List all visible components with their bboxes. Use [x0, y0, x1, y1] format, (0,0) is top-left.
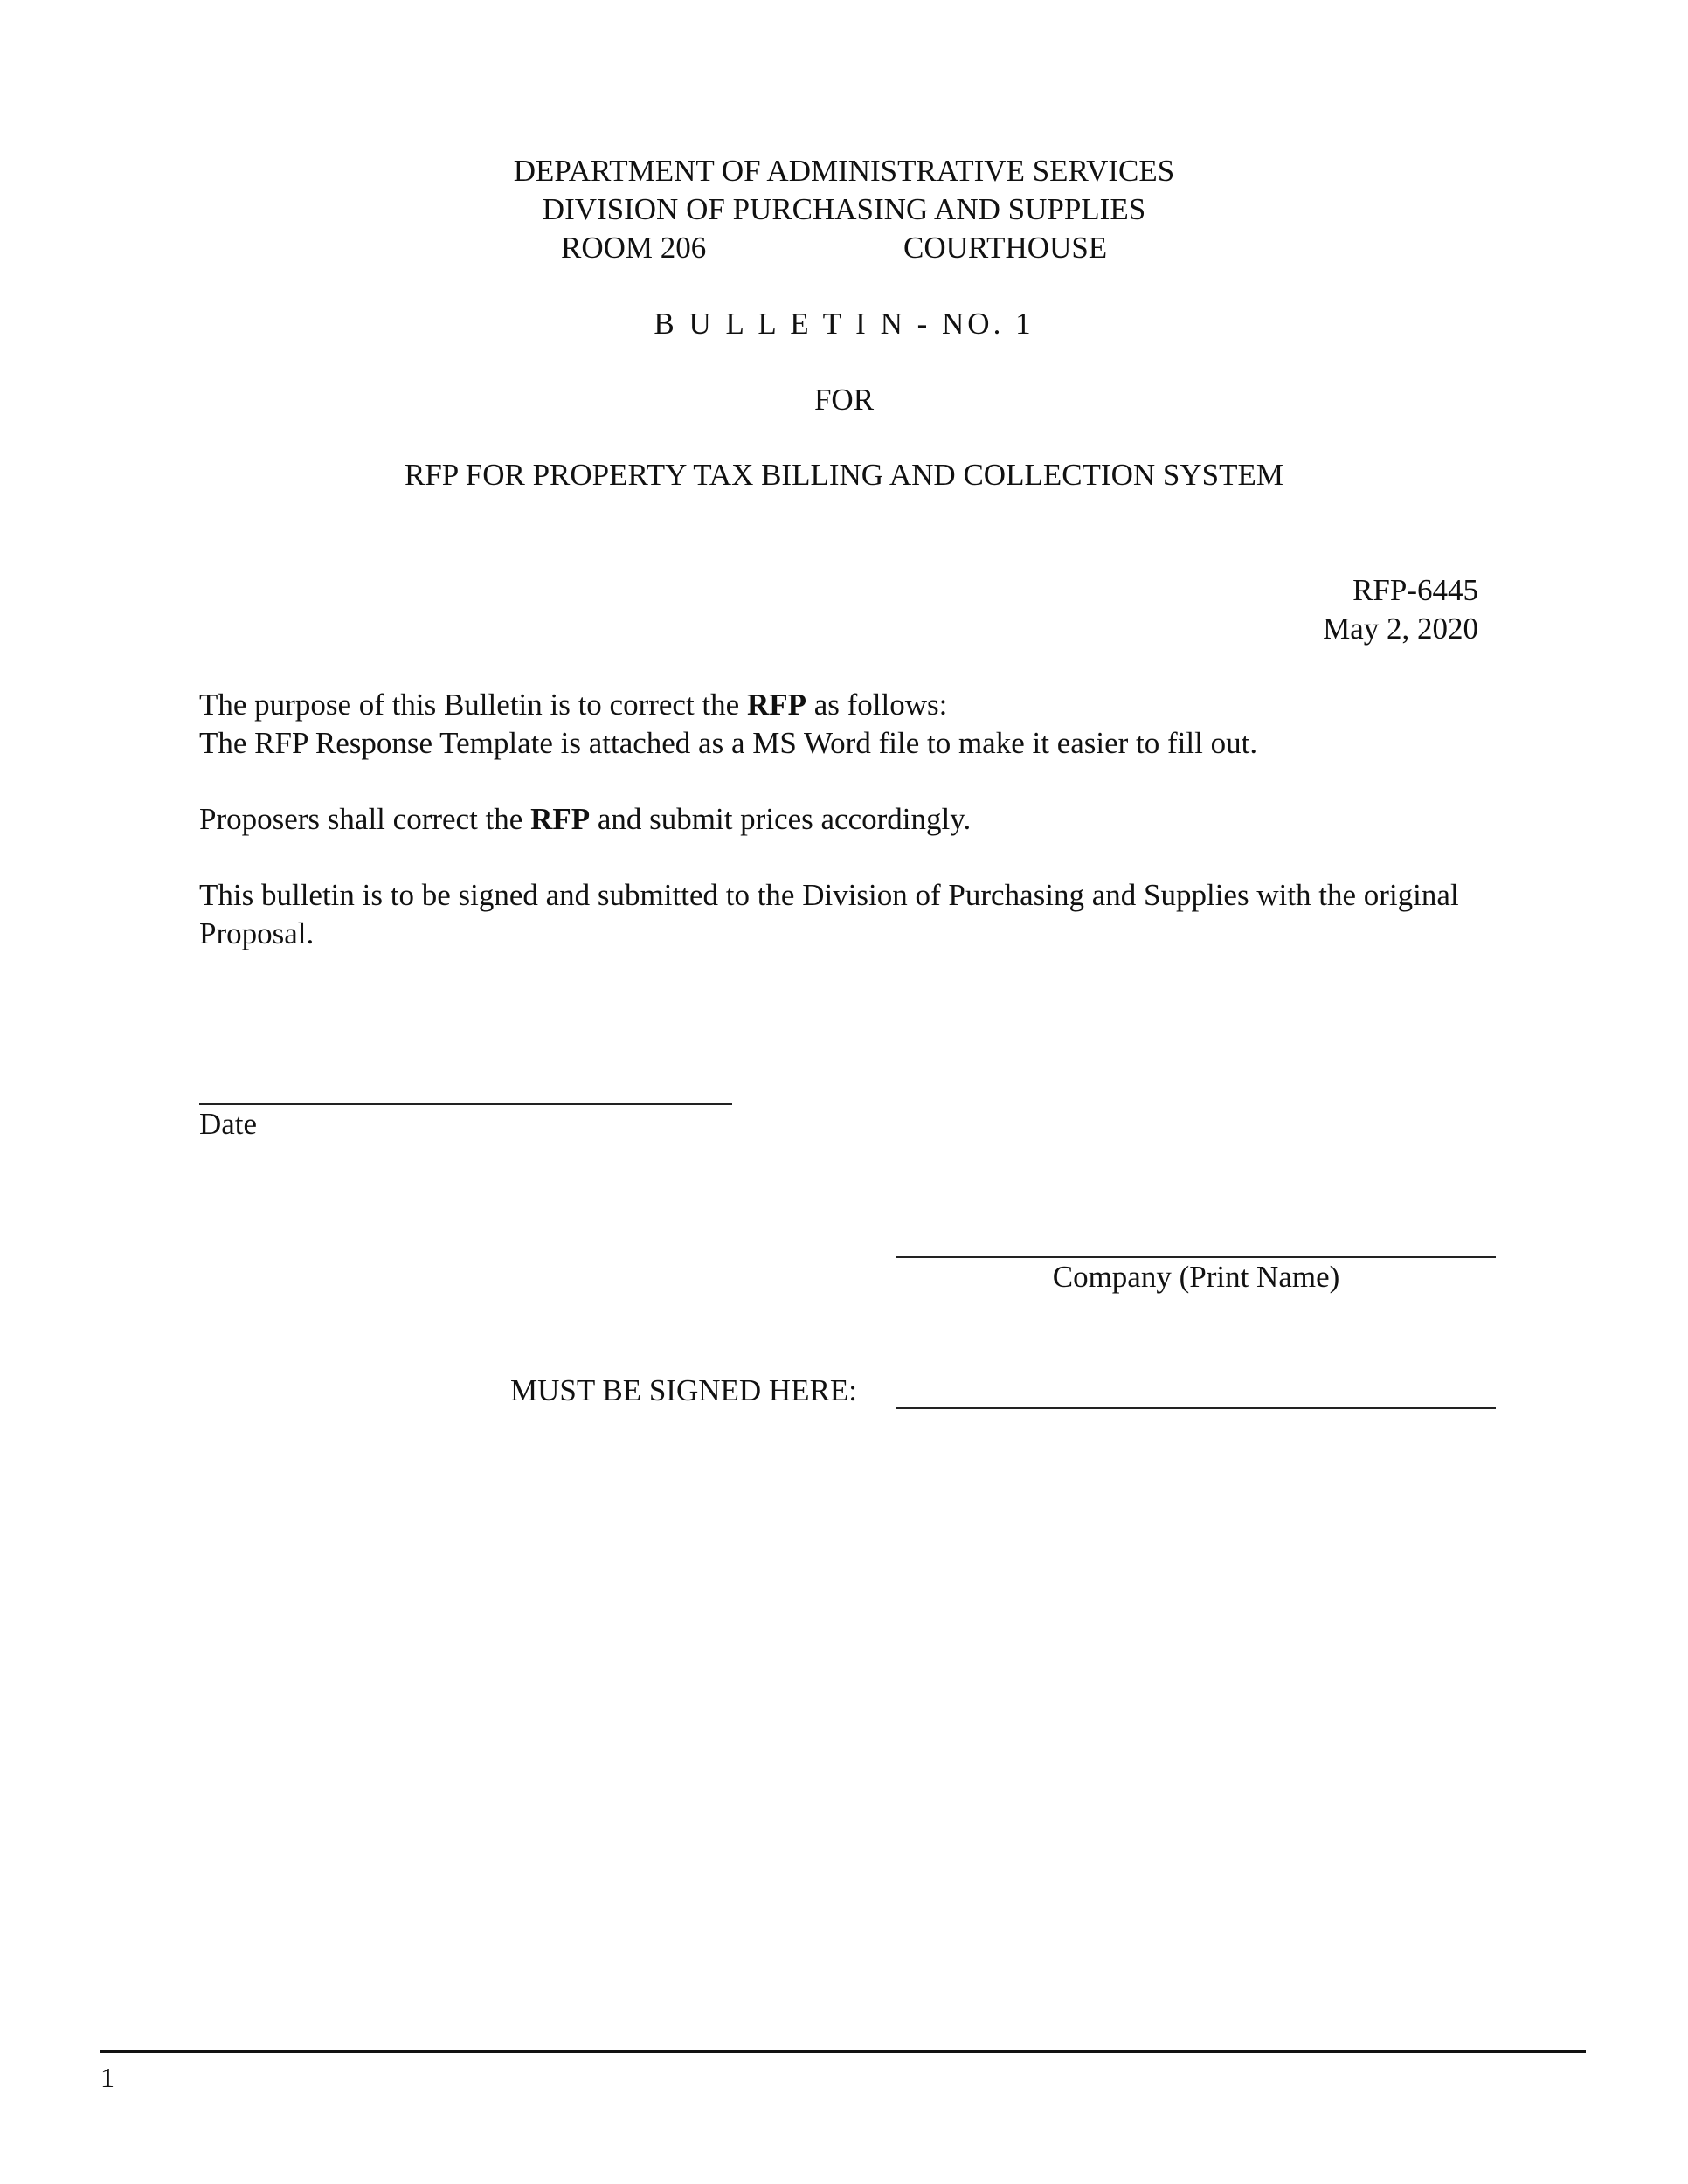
purpose-text-start: The purpose of this Bulletin is to correct the [199, 688, 747, 722]
proposers-text-start: Proposers shall correct the [199, 802, 531, 836]
location-courthouse: COURTHOUSE [903, 231, 1108, 265]
room-number: ROOM 206 [561, 231, 707, 265]
rfp-subject: RFP FOR PROPERTY TAX BILLING AND COLLECTION SYSTEM [405, 458, 1283, 492]
department-heading: DEPARTMENT OF ADMINISTRATIVE SERVICES [513, 154, 1175, 188]
bulletin-date: May 2, 2020 [1323, 612, 1478, 646]
signature-label: MUST BE SIGNED HERE: [510, 1373, 858, 1407]
proposers-text-end: and submit prices accordingly. [590, 802, 972, 836]
date-signature-line[interactable] [199, 1103, 732, 1105]
proposers-paragraph [199, 800, 1510, 839]
submission-paragraph: This bulletin is to be signed and submitted to the Division of Purchasing and Supplies with the original Proposal. [199, 878, 1459, 950]
rfp-number: RFP-6445 [1352, 573, 1478, 607]
date-label: Date [199, 1107, 258, 1141]
template-note: The RFP Response Template is attached as a MS Word file to make it easier to fill out. [199, 726, 1258, 760]
footer-rule [100, 2050, 1586, 2053]
purpose-text-end: as follows: [806, 688, 948, 722]
for-label: FOR [813, 383, 875, 417]
division-heading: DIVISION OF PURCHASING AND SUPPLIES [542, 192, 1146, 226]
purpose-rfp-bold: RFP [746, 688, 806, 722]
purpose-line [199, 686, 1510, 724]
purpose-paragraph [199, 686, 1510, 763]
proposers-rfp-bold: RFP [530, 802, 591, 836]
signature-line[interactable] [896, 1407, 1496, 1409]
bulletin-title: B U L L E T I N - NO. 1 [654, 307, 1034, 341]
company-label: Company (Print Name) [1052, 1260, 1340, 1294]
page-number: 1 [100, 2062, 114, 2093]
